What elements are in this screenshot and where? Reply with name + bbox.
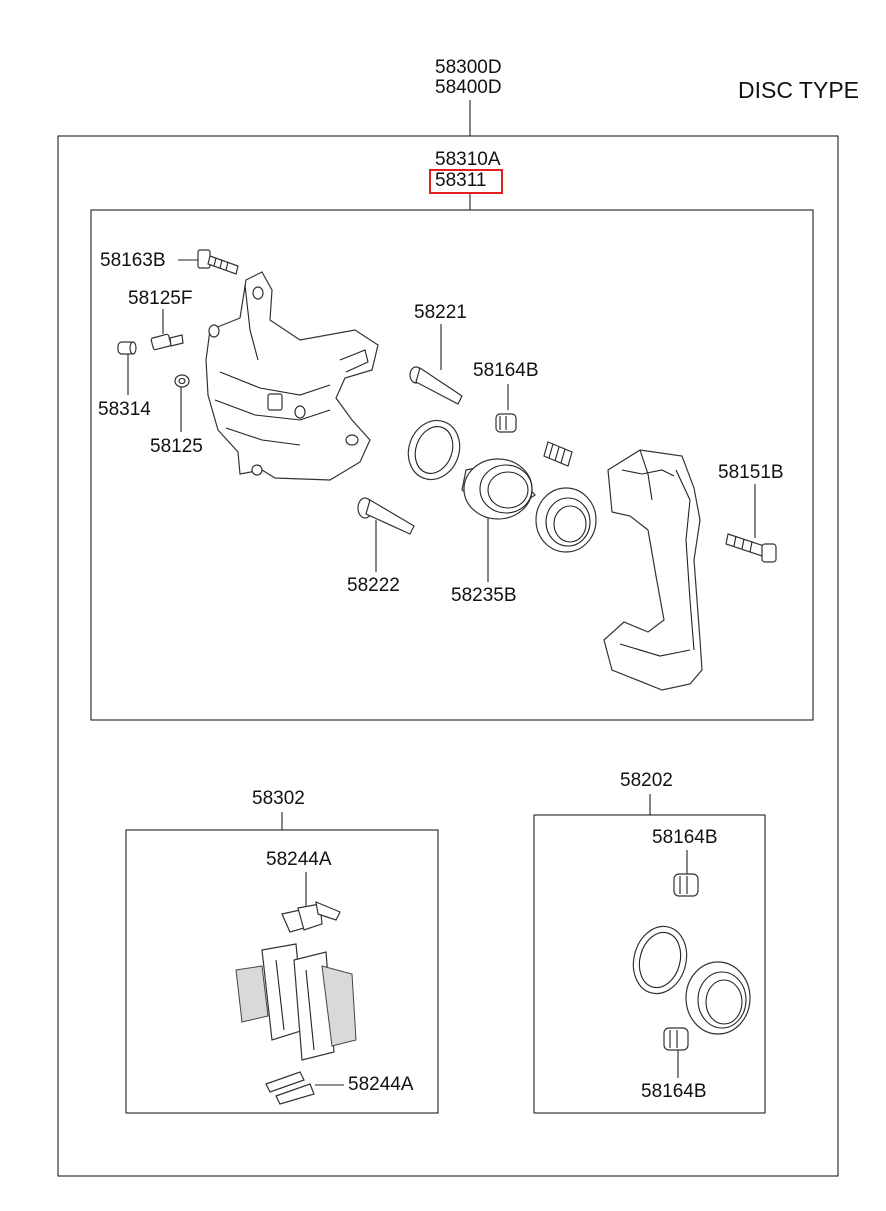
pad-kit-clip-bottom-label[interactable]: 58244A xyxy=(348,1074,414,1095)
caliper-body-drawing xyxy=(206,272,378,480)
guide-pin-58221-drawing xyxy=(410,367,462,404)
assembly-code-2[interactable]: 58400D xyxy=(435,77,502,98)
piston-seal-drawing xyxy=(400,413,468,486)
seal-kit-boot-bottom-label[interactable]: 58164B xyxy=(641,1081,707,1102)
seal-kit-boot-bottom-drawing xyxy=(664,1028,688,1050)
part-label-58125[interactable]: 58125 xyxy=(150,436,203,457)
bleeder-58125F-drawing xyxy=(151,334,183,350)
part-label-58151B[interactable]: 58151B xyxy=(718,462,784,483)
part-label-58222[interactable]: 58222 xyxy=(347,575,400,596)
seal-kit-boot-ring-drawing xyxy=(686,962,750,1034)
brake-pads-drawing xyxy=(236,944,356,1060)
guide-pin-58222-drawing xyxy=(358,498,414,534)
assembly-code-1[interactable]: 58300D xyxy=(435,57,502,78)
part-label-58235B[interactable]: 58235B xyxy=(451,585,517,606)
bolt-58151B-drawing xyxy=(726,534,776,562)
part-label-58221[interactable]: 58221 xyxy=(414,302,467,323)
caliper-code-1[interactable]: 58310A xyxy=(435,149,501,170)
seal-kit-seal-ring-drawing xyxy=(626,920,694,999)
pad-clip-bottom-drawing xyxy=(266,1072,314,1104)
part-label-58314[interactable]: 58314 xyxy=(98,399,151,420)
cap-58314-drawing xyxy=(118,342,136,354)
boot-58164B-drawing xyxy=(496,414,516,432)
pad-clip-top-drawing xyxy=(282,902,340,932)
seal-kit-boot-top-label[interactable]: 58164B xyxy=(652,827,718,848)
piston-boot-drawing xyxy=(536,488,596,552)
seal-kit-boot-top-drawing xyxy=(674,874,698,896)
seal-kit-code[interactable]: 58202 xyxy=(620,770,673,791)
part-label-58125F[interactable]: 58125F xyxy=(128,288,193,309)
caliper-code-2[interactable]: 58311 xyxy=(435,170,487,191)
dust-boot-drawing xyxy=(544,442,572,466)
diagram-title: DISC TYPE xyxy=(738,77,859,103)
bolt-58163B-drawing xyxy=(198,250,238,274)
part-label-58164B[interactable]: 58164B xyxy=(473,360,539,381)
pad-kit-code[interactable]: 58302 xyxy=(252,788,305,809)
piston-58235B-drawing xyxy=(462,459,535,519)
washer-58125-drawing xyxy=(175,375,189,387)
carrier-bracket-drawing xyxy=(604,450,702,690)
part-label-58163B[interactable]: 58163B xyxy=(100,250,166,271)
pad-kit-clip-top-label[interactable]: 58244A xyxy=(266,849,332,870)
